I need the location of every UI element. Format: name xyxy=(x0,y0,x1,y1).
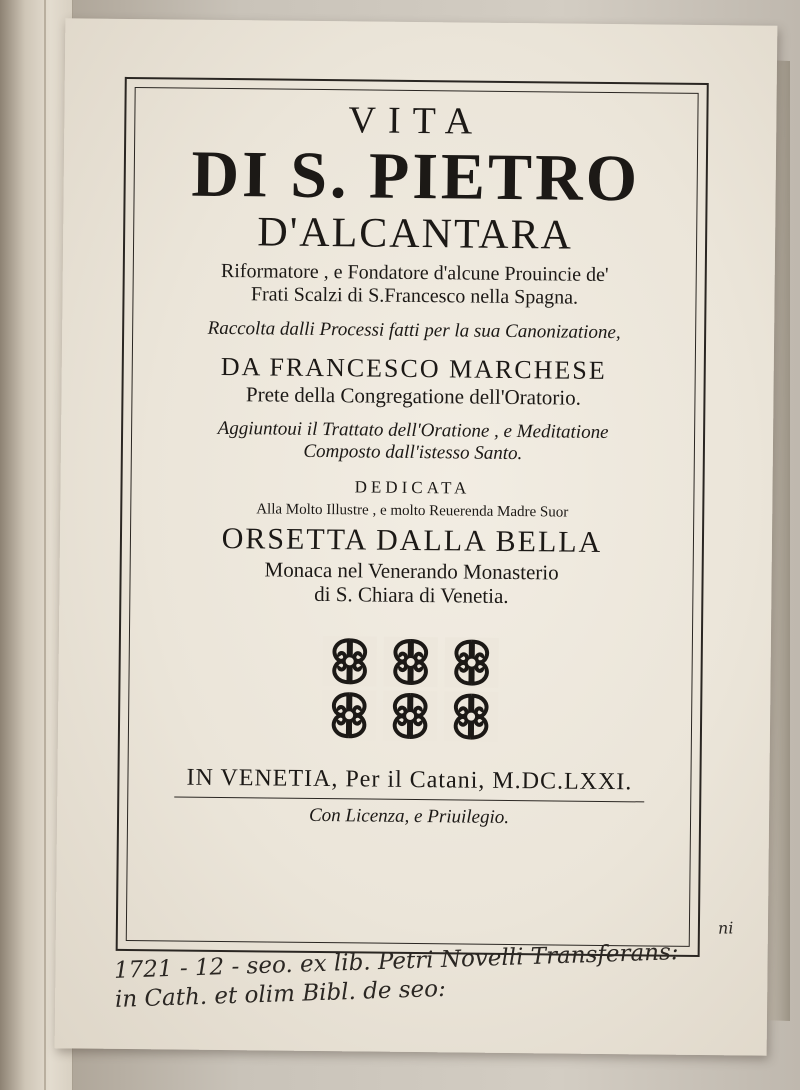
title-place: D'ALCANTARA xyxy=(257,209,574,259)
handwritten-superscript: ni xyxy=(717,918,734,938)
title-saint: DI S. PIETRO xyxy=(191,137,641,216)
dedicatee-intro: Alla Molto Illustre , e molto Reuerenda Madre Suor xyxy=(256,501,569,521)
page-border xyxy=(116,77,709,957)
ornament-container xyxy=(120,630,701,748)
dedication-heading: DEDICATA xyxy=(354,476,471,498)
handwritten-line-2: in Cath. et olim Bibl. de seo: xyxy=(114,975,447,1013)
author-name: DA FRANCESCO MARCHESE xyxy=(220,351,607,385)
handwritten-line-1: 1721 - 12 - seo. ex lib. Petri Novelli Transferans: xyxy=(113,939,679,984)
addition-line-1: Aggiuntoui il Trattato dell'Oratione , e Meditatione xyxy=(217,417,609,443)
title-page xyxy=(55,18,778,1055)
dedicatee-name: ORSETTA DALLA BELLA xyxy=(221,522,603,560)
addition-line-2: Composto dall'istesso Santo. xyxy=(303,440,523,464)
subtitle-line-2: Frati Scalzi di S.Francesco nella Spagna. xyxy=(250,283,579,309)
author-role: Prete della Congregatione dell'Oratorio. xyxy=(245,381,582,410)
title-content xyxy=(119,97,707,831)
subtitle-line-1: Riformatore , e Fondatore d'alcune Prouincie de' xyxy=(220,259,609,286)
title-vita: VITA xyxy=(348,99,485,143)
woodcut-ornament-icon xyxy=(320,632,501,746)
imprint-rule xyxy=(174,796,644,802)
source-line: Raccolta dalli Processi fatti per la sua Canonizatione, xyxy=(207,317,621,344)
dedicatee-role: Monaca nel Venerando Monasterio xyxy=(264,557,559,585)
imprint-line: IN VENETIA, Per il Catani, M.DC.LXXI. xyxy=(186,764,633,796)
dedicatee-place: di S. Chiara di Venetia. xyxy=(314,581,509,608)
license-line: Con Licenza, e Priuilegio. xyxy=(308,804,510,828)
